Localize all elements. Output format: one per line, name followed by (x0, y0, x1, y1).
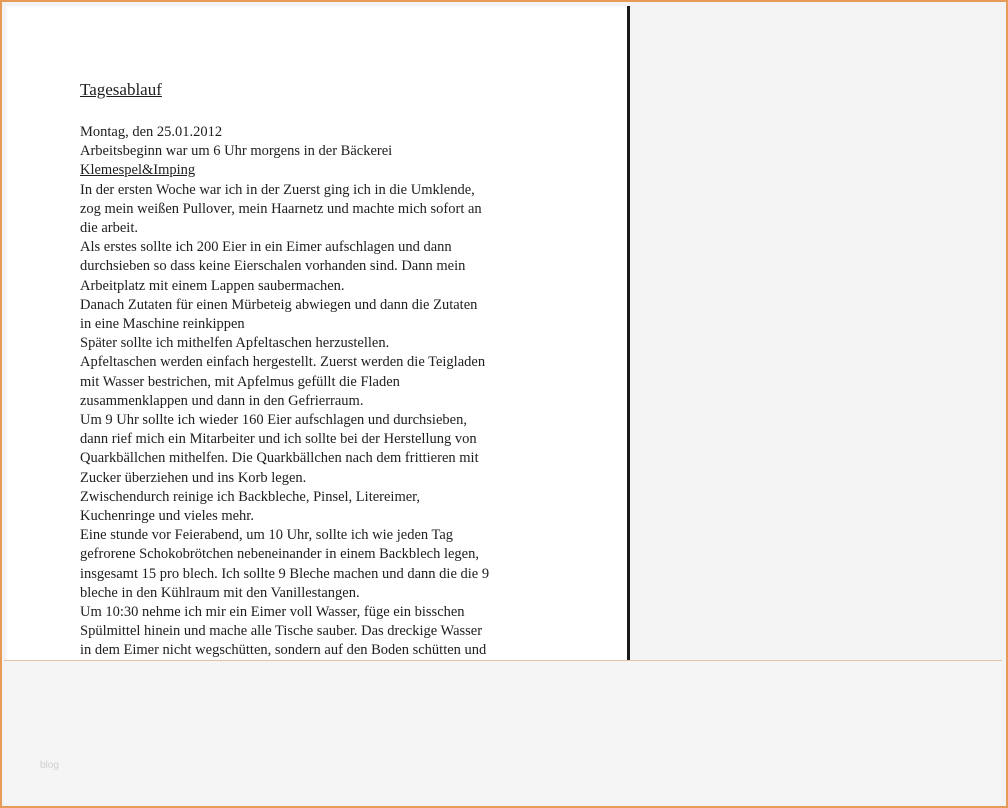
text-line: Um 9 Uhr sollte ich wieder 160 Eier aufschlagen und durchsieben, (80, 412, 467, 429)
text-line: In der ersten Woche war ich in der Zuerst ging ich in die Umklende, (80, 181, 475, 198)
text-line: dann rief mich ein Mitarbeiter und ich sollte bei der Herstellung von (80, 431, 477, 448)
text-line: Arbeitsbeginn war um 6 Uhr morgens in der Bäckerei (80, 143, 393, 160)
text-line: die arbeit. (80, 220, 138, 237)
document-page (6, 6, 627, 660)
text-line-company: Klemespel&Imping (80, 162, 196, 179)
text-line: insgesamt 15 pro blech. Ich sollte 9 Bleche machen und dann die die 9 (80, 565, 490, 582)
empty-canvas-bottom (4, 660, 1002, 803)
document-title: Tagesablauf (80, 80, 162, 99)
text-line: Zucker überziehen und ins Korb legen. (80, 469, 307, 486)
document-body (80, 123, 560, 660)
text-line: Später sollte ich mithelfen Apfeltaschen herzustellen. (80, 335, 390, 352)
text-line: Montag, den 25.01.2012 (80, 124, 223, 140)
text-line: bleche in den Kühlraum mit den Vanillestangen. (80, 584, 360, 601)
text-line: Eine stunde vor Feierabend, um 10 Uhr, sollte ich wie jeden Tag (80, 527, 454, 544)
text-line: Als erstes sollte ich 200 Eier in ein Eimer aufschlagen und dann (80, 239, 452, 256)
text-line: Spülmittel hinein und mache alle Tische sauber. Das dreckige Wasser (80, 623, 483, 640)
text-line: gefrorene Schokobrötchen nebeneinander in einem Backblech legen, (80, 546, 479, 563)
text-line: Apfeltaschen werden einfach hergestellt. Zuerst werden die Teigladen (80, 354, 486, 371)
text-line: Um 10:30 nehme ich mir ein Eimer voll Wasser, füge ein bisschen (80, 604, 465, 621)
empty-canvas-right (630, 6, 1000, 660)
text-line: Kuchenringe und vieles mehr. (80, 508, 254, 525)
text-line: Arbeitplatz mit einem Lappen saubermachen. (80, 277, 345, 294)
text-line: zog mein weißen Pullover, mein Haarnetz und machte mich sofort an (80, 200, 482, 217)
watermark-text: blog (40, 760, 59, 771)
text-line: Zwischendurch reinige ich Backbleche, Pinsel, Litereimer, (80, 488, 421, 505)
text-line: zusammenklappen und dann in den Gefrierraum. (80, 392, 364, 409)
text-line: mit Wasser bestrichen, mit Apfelmus gefüllt die Fladen (80, 373, 400, 390)
text-line: Quarkbällchen mithelfen. Die Quarkbällchen nach dem frittieren mit (80, 450, 479, 467)
text-line: in dem Eimer nicht wegschütten, sondern auf den Boden schütten und (80, 642, 487, 659)
text-line: in eine Maschine reinkippen (80, 316, 245, 333)
text-line: Danach Zutaten für einen Mürbeteig abwiegen und dann die Zutaten (80, 296, 478, 313)
text-line: durchsieben so dass keine Eierschalen vorhanden sind. Dann mein (80, 258, 466, 275)
